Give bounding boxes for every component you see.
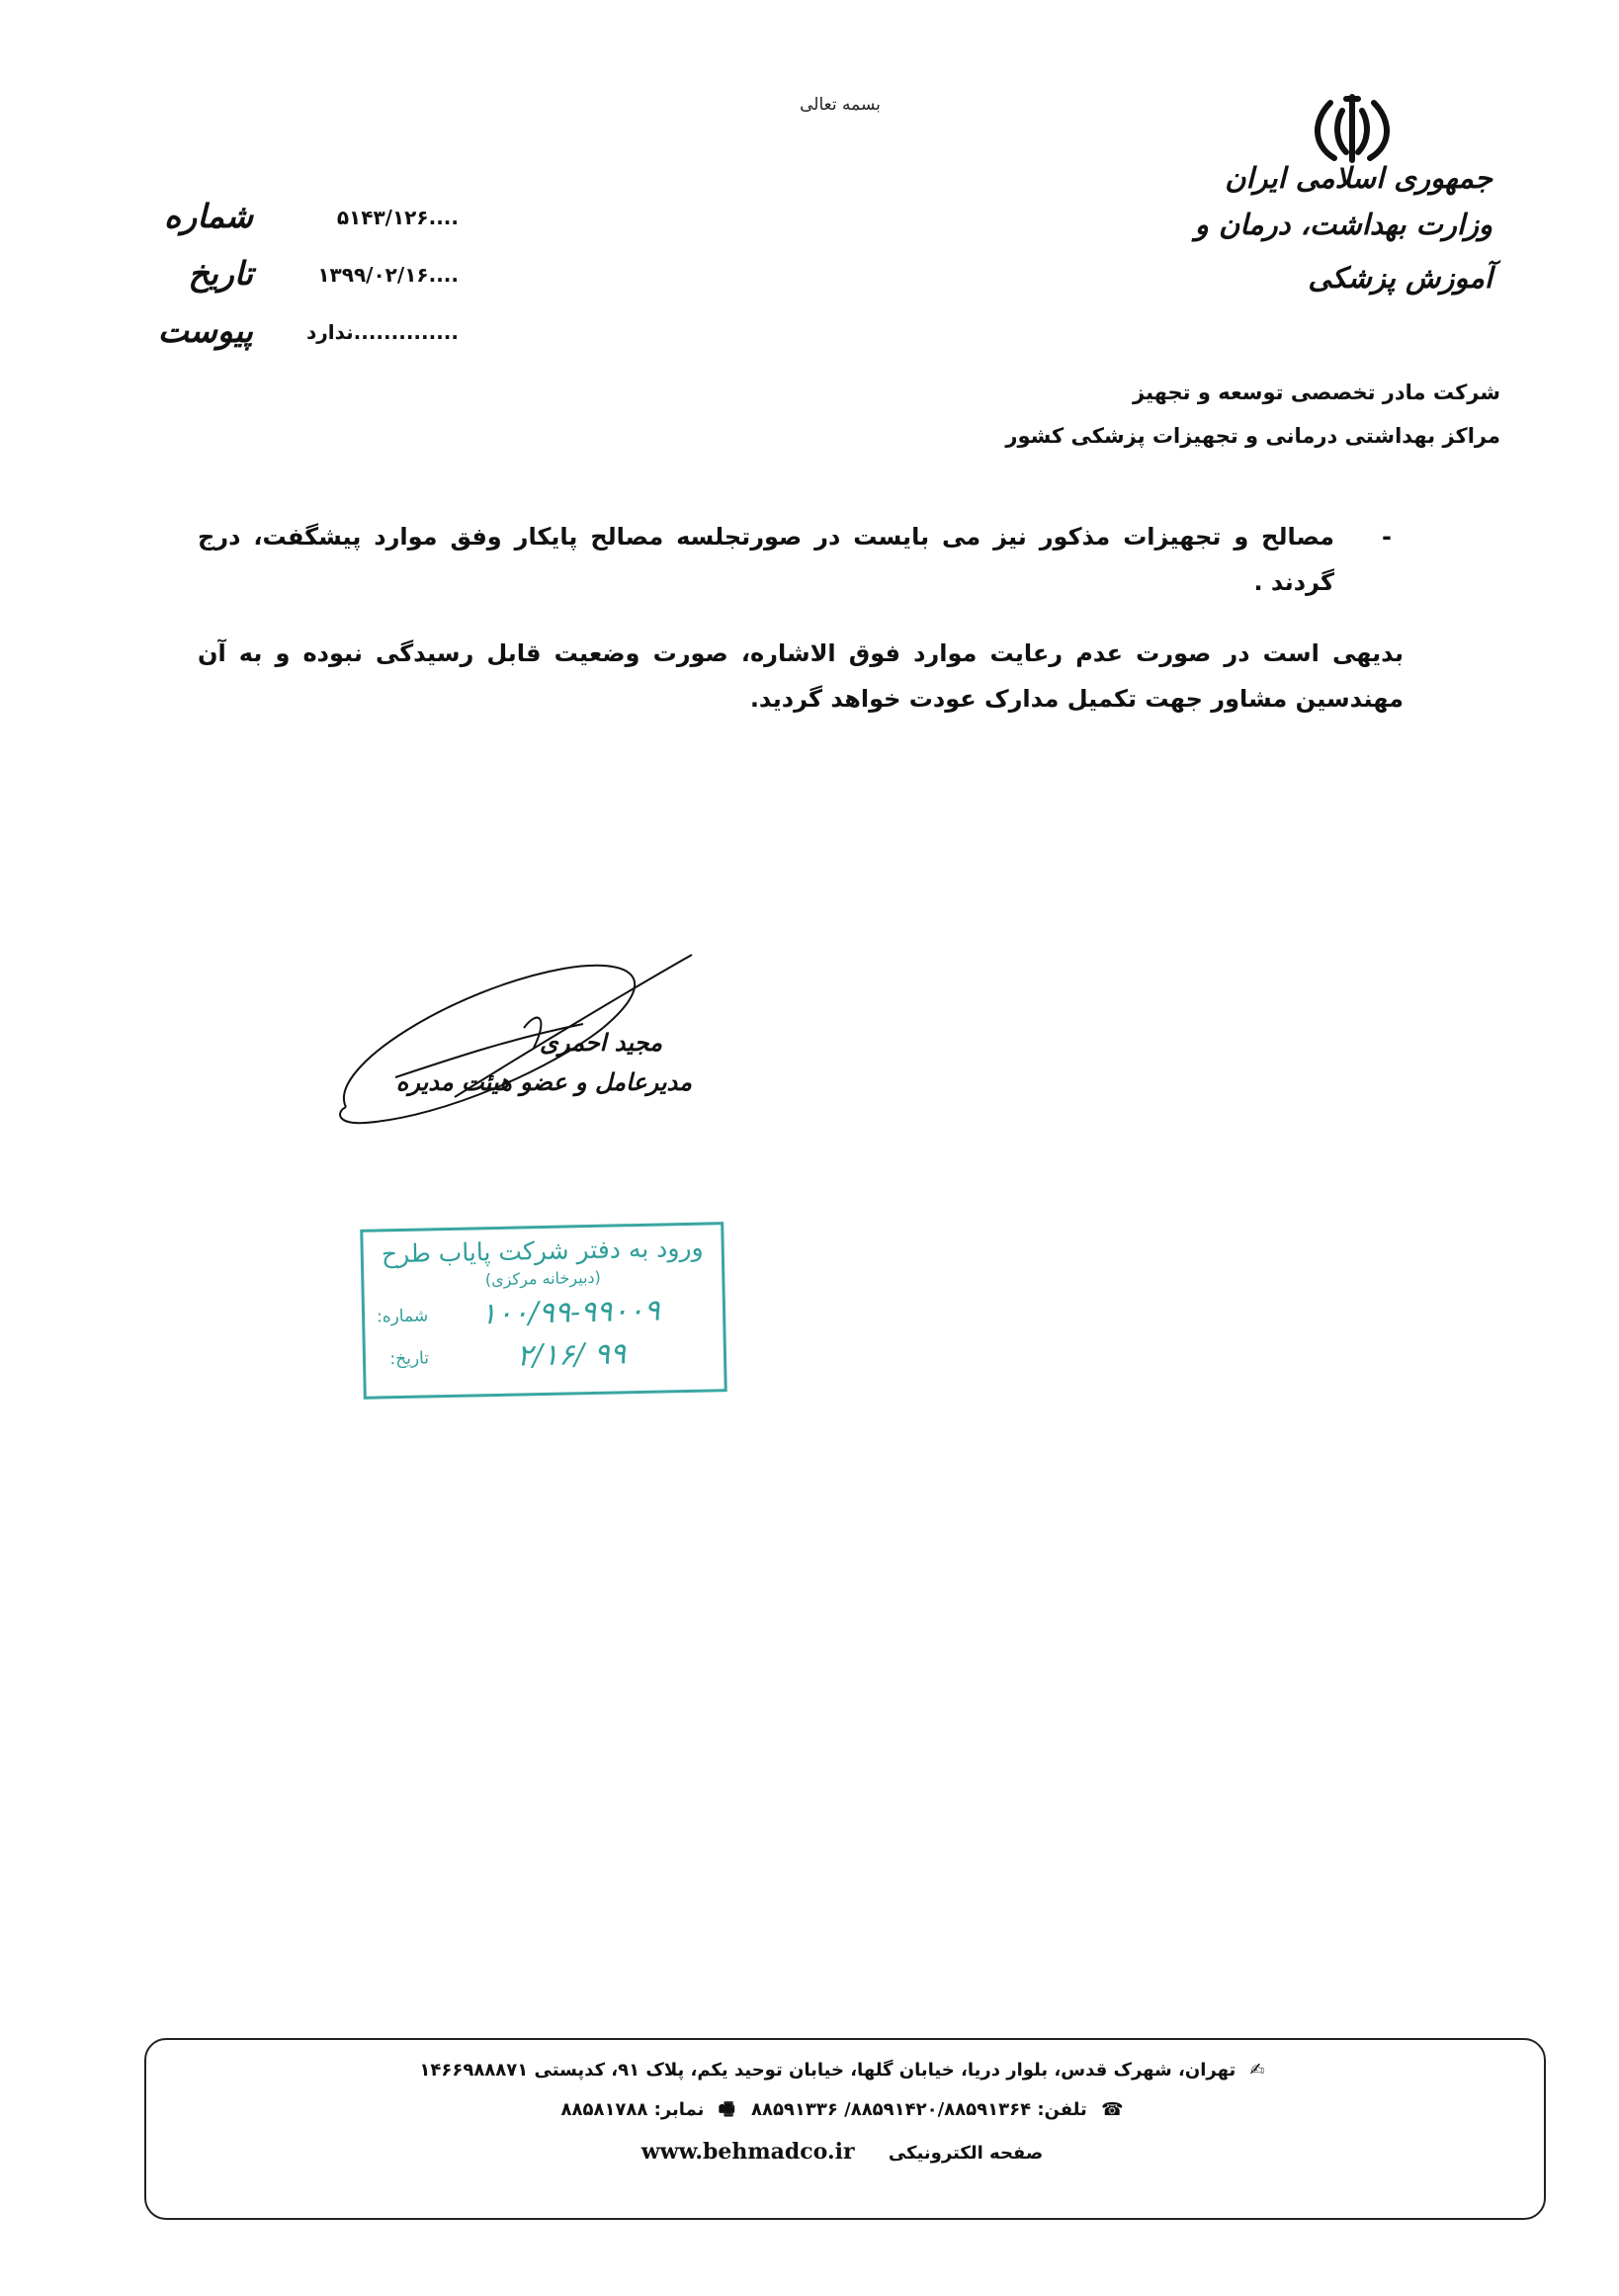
stamp-number-label: شماره: xyxy=(376,1305,429,1327)
footer-address-line xyxy=(210,2060,1475,2081)
letter-date-row xyxy=(166,235,463,293)
stamp-heading: ورود به دفتر شرکت پایاب طرح xyxy=(381,1233,704,1269)
phone-icon: ☎ xyxy=(1101,2099,1124,2120)
letter-date-label: تاریخ xyxy=(188,254,253,293)
fax-icon: 🖷 xyxy=(718,2099,735,2120)
ministry-header xyxy=(1117,158,1492,304)
stamp-date-label: تاریخ: xyxy=(389,1347,430,1369)
stamp-number-row xyxy=(365,1292,724,1334)
bismillah-text: بسمه تعالی xyxy=(800,95,881,115)
bullet-dash: - xyxy=(1382,523,1392,551)
stamp-date-row xyxy=(366,1334,724,1377)
pen-icon: ✍ xyxy=(1249,2060,1265,2081)
footer-phone: تلفن: ۸۸۵۹۱۴۲۰/۸۸۵۹۱۳۶۴/ ۸۸۵۹۱۳۳۶ xyxy=(750,2099,1087,2120)
letter-number-value: ....۵۱۴۳/۱۲۶ xyxy=(336,206,459,229)
footer-address: تهران، شهرک قدس، بلوار دریا، خیابان گلها، خیابان توحید یکم، پلاک ۹۱، کدپستی ۱۴۶۶۹۸۸۸۷۱ xyxy=(419,2060,1236,2081)
signature-block xyxy=(336,949,702,1137)
footer-contact-line xyxy=(210,2097,1475,2127)
receipt-stamp xyxy=(360,1222,727,1400)
footer-web-label: صفحه الکترونیکی xyxy=(888,2143,1044,2164)
company-line1: شرکت مادر تخصصی توسعه و تجهیز xyxy=(1133,381,1500,404)
letter-number-row xyxy=(163,178,463,235)
letter-meta xyxy=(157,178,463,350)
ministry-name: وزارت بهداشت، درمان و آموزش پزشکی xyxy=(1194,208,1492,295)
company-header xyxy=(809,371,1500,458)
letter-body xyxy=(198,514,1404,722)
country-name: جمهوری اسلامی ایران xyxy=(1225,161,1492,195)
stamp-date-value: ۹۹ /۲/۱۶ xyxy=(516,1336,627,1374)
stamp-subheading: (دبیرخانه مرکزی) xyxy=(484,1267,601,1290)
letter-date-value: ....۱۳۹۹/۰۲/۱۶ xyxy=(317,263,459,287)
letter-attachment-value: ..............ندارد xyxy=(305,320,459,344)
signer-name: مجید احمری xyxy=(540,1028,662,1057)
footer-web-link[interactable]: www.behmadco.ir xyxy=(640,2139,855,2165)
paragraph-1-text: مصالح و تجهیزات مذکور نیز می بایست در صورتجلسه مصالح پایکار وفق موارد پیشگفت، درج گردند . xyxy=(198,523,1334,596)
letterhead-footer xyxy=(144,2038,1546,2220)
stamp-number-value: ۱۰۰/۹۹-۹۹۰۰۹ xyxy=(479,1293,661,1332)
letter-attachment-row xyxy=(157,293,463,350)
footer-fax: نمابر: ۸۸۵۸۱۷۸۸ xyxy=(560,2099,705,2120)
letter-number-label: شماره xyxy=(163,197,253,235)
letter-attachment-label: پیوست xyxy=(157,311,253,350)
paragraph-2: بدیهی است در صورت عدم رعایت موارد فوق الاشاره، صورت وضعیت قابل رسیدگی نبوده و به آن مهندسین مشاور جهت تکمیل مدارک عودت خواهد گردید. xyxy=(198,639,1404,713)
paragraph-1 xyxy=(198,514,1404,605)
footer-web-line xyxy=(210,2139,1475,2165)
signer-title: مدیرعامل و عضو هیئت مدیره xyxy=(395,1067,692,1096)
company-line2: مراکز بهداشتی درمانی و تجهیزات پزشکی کشور xyxy=(1005,424,1500,448)
